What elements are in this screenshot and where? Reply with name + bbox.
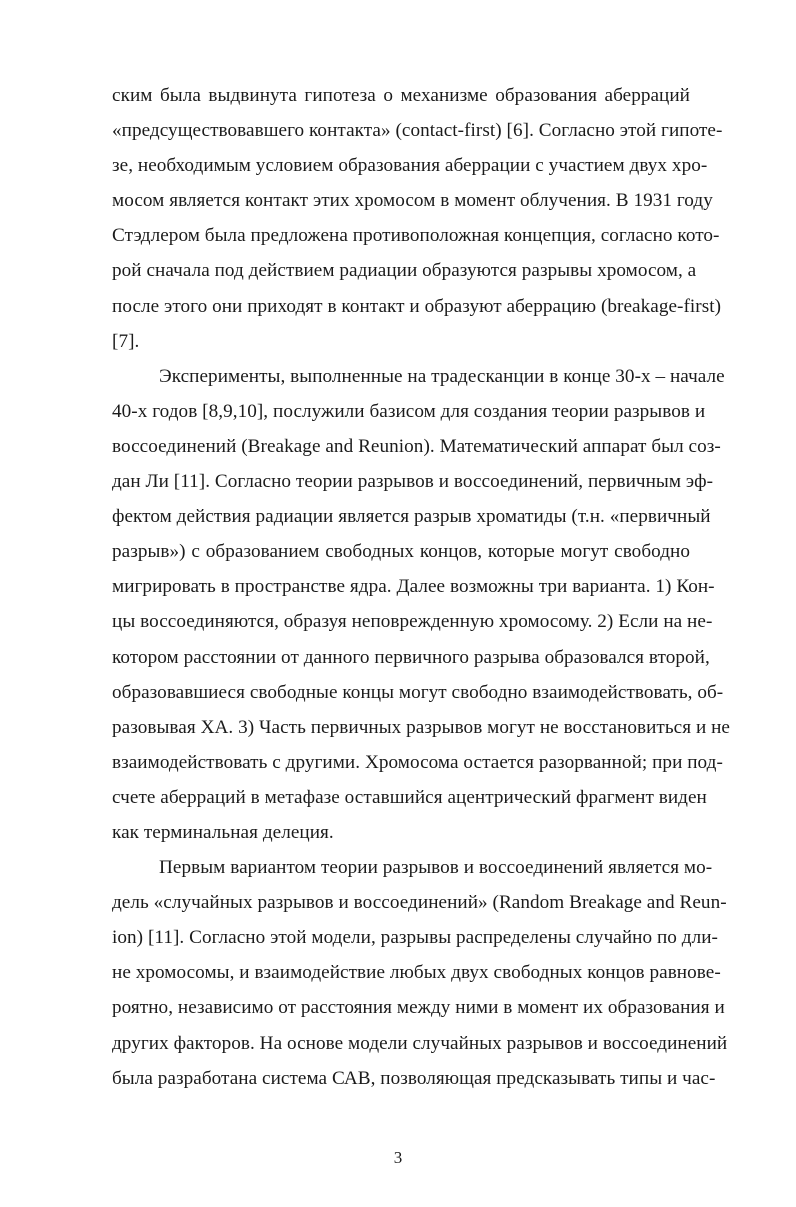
text-line: взаимодействовать с другими. Хромосома остается разорванной; при под- [112, 751, 723, 773]
text-line: была разработана система САВ, позволяющая предсказывать типы и час- [112, 1067, 716, 1089]
text-line: разовывая ХА. 3) Часть первичных разрывов могут не восстановиться и не [112, 716, 730, 738]
page-number: 3 [393, 1148, 403, 1167]
text-line: после этого они приходят в контакт и образуют аберрацию (breakage-first) [112, 295, 722, 317]
text-line: зе, необходимым условием образования аберрации с участием двух хро- [112, 155, 708, 177]
text-line: мигрировать в пространстве ядра. Далее возможны три варианта. 1) Кон- [112, 576, 715, 598]
text-line: цы воссоединяются, образуя неповрежденную хромосому. 2) Если на не- [112, 611, 713, 633]
text-line: не хромосомы, и взаимодействие любых двух свободных концов равнове- [112, 962, 721, 984]
text-line: воссоединений (Breakage and Reunion). Математический аппарат был соз- [112, 435, 721, 457]
text-line: ion) [11]. Согласно этой модели, разрывы распределены случайно по дли- [112, 927, 718, 949]
paragraph-3 [112, 850, 728, 1096]
text-line: «предсуществовавшего контакта» (contact-first) [6]. Согласно этой гипоте- [112, 120, 723, 142]
text-line: других факторов. На основе модели случайных разрывов и воссоединений [112, 1032, 728, 1054]
text-line: разрыв») с образованием свободных концов, которые могут свободно [112, 541, 690, 563]
text-line: образовавшиеся свободные концы могут свободно взаимодействовать, об- [112, 681, 724, 703]
text-line: фектом действия радиации является разрыв хроматиды (т.н. «первичный [112, 506, 711, 528]
text-line: [7]. [112, 330, 140, 352]
text-line: котором расстоянии от данного первичного разрыва образовался второй, [112, 646, 710, 668]
paragraph-2 [112, 359, 730, 850]
text-line: роятно, независимо от расстояния между ними в момент их образования и [112, 997, 725, 1019]
text-line: Эксперименты, выполненные на традесканции в конце 30-х – начале [159, 365, 725, 387]
text-line: как терминальная делеция. [112, 821, 334, 843]
text-line: дель «случайных разрывов и воссоединений» (Random Breakage and Reun- [112, 892, 727, 914]
text-line: рой сначала под действием радиации образуются разрывы хромосом, а [112, 260, 697, 282]
text-line: ским была выдвинута гипотеза о механизме образования аберраций [112, 85, 690, 106]
text-line: 40-х годов [8,9,10], послужили базисом для создания теории разрывов и [112, 400, 706, 422]
text-line: дан Ли [11]. Согласно теории разрывов и воссоединений, первичным эф- [112, 471, 714, 493]
text-line: Первым вариантом теории разрывов и воссоединений является мо- [159, 857, 713, 879]
paragraph-1 [112, 78, 723, 359]
text-line: мосом является контакт этих хромосом в момент облучения. В 1931 году [112, 190, 713, 212]
text-line: счете аберраций в метафазе оставшийся ацентрический фрагмент виден [112, 786, 707, 808]
text-line: Стэдлером была предложена противоположная концепция, согласно кото- [112, 225, 720, 247]
text-column [112, 78, 730, 1096]
